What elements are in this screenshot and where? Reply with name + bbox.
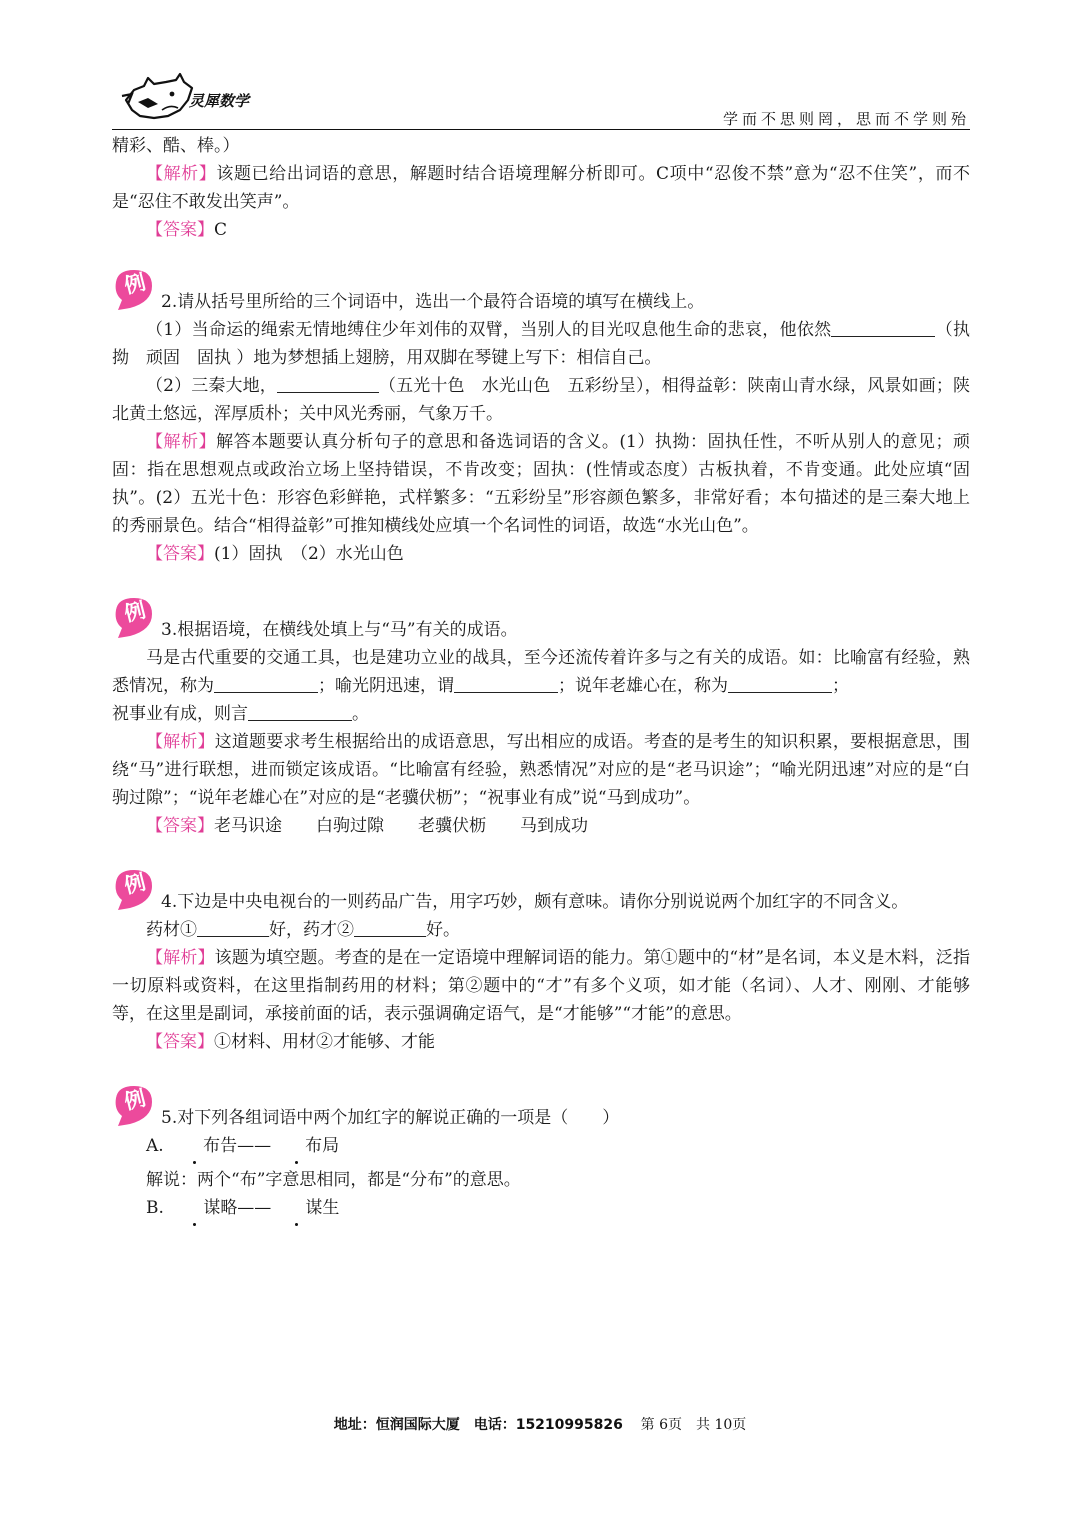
example-block-2 — [112, 269, 970, 316]
page-number: 第 6页 共 10页 — [640, 1417, 747, 1433]
option-text: 告—— — [220, 1136, 272, 1156]
q2-s2-options: （五光十色 水光山色 五彩纷呈），相得益彰：陕南山青水绿，风景如画；陕北黄土悠远，浑厚质朴；关中风光秀丽，气象万千。 — [112, 376, 970, 424]
analysis-text: 该题已给出词语的意思，解题时结合语境理解分析即可。C项中“忍俊不禁”意为“忍不住笑”，而不是“忍住不敢发出笑声”。 — [112, 164, 970, 212]
q3-text-4: ； — [832, 676, 849, 696]
q1-tail: 精彩、酷、棒。） — [112, 136, 240, 156]
q2-s1-text: （1）当命运的绳索无情地缚住少年刘伟的双臂，当别人的目光叹息他生命的悲哀，他依然 — [146, 320, 832, 340]
example-badge — [112, 596, 156, 638]
page-header — [112, 66, 970, 130]
emphasized-char: 布 — [169, 1132, 220, 1160]
q4-text: 好，药 — [269, 920, 320, 940]
page-content — [112, 132, 970, 1222]
answer-blank[interactable] — [214, 674, 318, 693]
analysis-tag: 【解析】 — [146, 432, 217, 452]
example-block-3 — [112, 597, 970, 644]
q4-marker-2: ② — [337, 920, 354, 940]
q3-text-2: ；喻光阴迅速，谓 — [318, 676, 454, 696]
q2-analysis — [112, 428, 970, 540]
q3-question: 3.根据语境，在横线处填上与“马”有关的成语。 — [161, 620, 518, 640]
emphasized-char: 谋 — [169, 1194, 220, 1222]
answer-blank[interactable] — [831, 318, 935, 337]
analysis-tag: 【解析】 — [146, 948, 215, 968]
answer-blank[interactable] — [277, 374, 379, 393]
q2-s2-text: （2）三秦大地， — [146, 376, 277, 396]
example-badge-label: 例 — [121, 1085, 149, 1115]
q2-sentence-1 — [112, 316, 970, 372]
analysis-tag: 【解析】 — [146, 164, 217, 184]
q3-passage-end — [112, 700, 970, 728]
answer-tag: 【答案】 — [146, 1032, 214, 1052]
answer-text: C — [214, 220, 228, 240]
q5-question: 5.对下列各组词语中两个加红字的解说正确的一项是（ ） — [161, 1108, 620, 1128]
q2-answer — [112, 540, 970, 568]
q4-analysis — [112, 944, 970, 1028]
option-text: 略—— — [220, 1198, 272, 1218]
emphasized-char: 布 — [271, 1132, 322, 1160]
option-text: 局 — [322, 1136, 340, 1156]
footer-contact: 地址：恒润国际大厦 电话：15210995826 — [333, 1417, 623, 1433]
example-badge — [112, 868, 156, 910]
example-badge-label: 例 — [121, 869, 149, 899]
analysis-text: 这道题要求考生根据给出的成语意思，写出相应的成语。考查的是考生的知识积累，要根据意思，围绕“马”进行联想，进而锁定该成语。“比喻富有经验，熟悉情况”对应的是“老马识途”；“喻光阴迅速”对应的是“白驹过隙”；“说年老雄心在”对应的是“老骥伏枥”；“祝事业有成”说“马到成功”。 — [112, 732, 971, 808]
example-block-5 — [112, 1085, 970, 1132]
example-block-4 — [112, 869, 970, 916]
example-badge-label: 例 — [121, 269, 149, 299]
answer-tag: 【答案】 — [146, 816, 214, 836]
analysis-text: 解答本题要认真分析句子的意思和备选词语的含义。(1）执拗：固执任性，不听从别人的意见；顽固：指在思想观点或政治立场上坚持错误，不肯改变；固执：(性情或态度）古板执着，不肯变通。此处应填“固执”。(2）五光十色：形容色彩鲜艳，式样繁多：“五彩纷呈”形容颜色繁多，非常好看；本句描述的是三秦大地上的秀丽景色。结合“相得益彰”可推知横线处应填一个名词性的词语，故选“水光山色”。 — [112, 432, 970, 536]
analysis-text: 该题为填空题。考查的是在一定语境中理解词语的能力。第①题中的“材”是名词，本义是木料，泛指一切原料或资料，在这里指制药用的材料；第②题中的“才”有多个义项，如才能（名词）、人才、刚刚、才能够等，在这里是副词，承接前面的话，表示强调确定语气，是“才能够”“才能”的意思。 — [112, 948, 970, 1024]
q2-s1-options: （执拗 顽固 固执 ）地为梦想插上翅膀，用双脚在琴键上写下：相信自己。 — [112, 320, 970, 368]
answer-blank[interactable] — [354, 918, 426, 937]
q3-text-1: 马是古代重要的交通工具，也是建功立业的战具，至今还流传着许多与之有关的成语。如：比喻富有经验，熟悉情况，称为 — [112, 648, 970, 696]
answer-tag: 【答案】 — [146, 220, 214, 240]
q3-analysis — [112, 728, 970, 812]
answer-blank[interactable] — [728, 674, 832, 693]
q5-explanation: 解说：两个“布”字意思相同，都是“分布”的意思。 — [146, 1170, 521, 1190]
answer-text: (1）固执 （2）水光山色 — [214, 544, 404, 564]
answer-tag: 【答案】 — [146, 544, 214, 564]
analysis-tag: 【解析】 — [146, 732, 215, 752]
q2-question: 2.请从括号里所给的三个词语中，选出一个最符合语境的填写在横线上。 — [161, 292, 705, 312]
q4-marker-1: ① — [180, 920, 197, 940]
page-footer — [0, 1414, 1080, 1434]
answer-text: ①材料、用材②才能够、才能 — [214, 1032, 435, 1052]
q4-highlight-cai: 材 — [163, 920, 180, 940]
answer-blank[interactable] — [248, 702, 352, 721]
header-motto: 学而不思则罔，思而不学则殆 — [722, 110, 970, 128]
q3-text-5: 祝事业有成，则言 — [112, 704, 248, 724]
q1-answer — [112, 216, 970, 244]
q3-passage — [112, 644, 970, 700]
header-divider — [112, 129, 970, 130]
option-label: A. — [146, 1136, 164, 1156]
option-label: B. — [146, 1198, 164, 1218]
example-badge — [112, 268, 156, 310]
q4-text: 好。 — [426, 920, 460, 940]
answer-blank[interactable] — [454, 674, 558, 693]
q3-text-6: 。 — [352, 704, 369, 724]
q4-answer — [112, 1028, 970, 1056]
answer-text: 老马识途 白驹过隙 老骥伏枥 马到成功 — [214, 816, 588, 836]
q4-highlight-cai2: 才 — [320, 920, 337, 940]
q5-option-a — [112, 1132, 970, 1160]
option-text: 生 — [322, 1198, 340, 1218]
q4-question: 4.下边是中央电视台的一则药品广告，用字巧妙，颇有意味。请你分别说说两个加红字的不同含义。 — [161, 892, 909, 912]
q3-answer — [112, 812, 970, 840]
q1-analysis — [112, 160, 970, 216]
example-badge — [112, 1084, 156, 1126]
brand-name: 灵犀数学 — [189, 92, 250, 110]
q4-text: 药 — [146, 920, 163, 940]
q2-sentence-2 — [112, 372, 970, 428]
emphasized-char: 谋 — [271, 1194, 322, 1222]
example-badge-label: 例 — [121, 597, 149, 627]
q3-text-3: ；说年老雄心在，称为 — [558, 676, 728, 696]
q5-option-b — [112, 1194, 970, 1222]
q4-prompt — [112, 916, 970, 944]
answer-blank[interactable] — [197, 918, 269, 937]
